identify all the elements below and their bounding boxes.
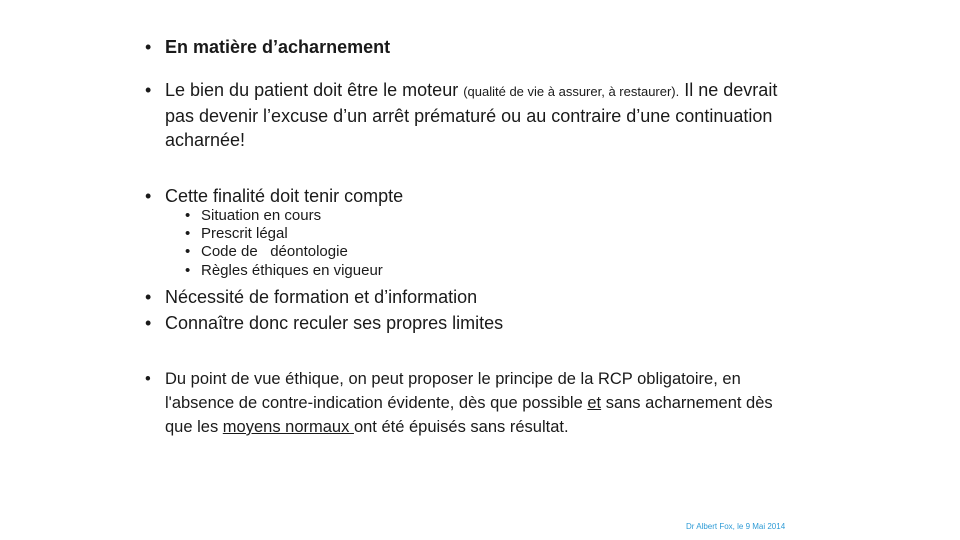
sub-bullet-item [185,262,383,281]
underlined-moyens-normaux: moyens normaux [222,418,354,436]
bullet-acharnement [145,35,805,59]
bullet-rcp [145,367,785,439]
slide-footer: Dr Albert Fox, le 9 Mai 2014 [686,522,786,531]
bullet-text-part1: Du point de vue éthique, on peut proposer le principe de la RCP obligatoire, en l'absence de contre-indication évidente, dès que possible [165,370,741,412]
bullet-text: En matière d’acharnement [165,37,391,57]
bullet-text-start: Le bien du patient doit être le moteur [165,80,464,100]
bullet-marker: • [145,37,152,57]
underlined-et: et [587,394,602,412]
bullet-marker: • [145,287,152,307]
bullet-marker: • [145,370,151,388]
bullet-marker: • [185,225,191,242]
bullet-bien-patient [145,78,805,152]
sub-bullet-item [185,243,348,262]
bullet-text-part3: ont été épuisés sans résultat. [353,418,569,436]
sub-bullet-item [185,225,288,244]
bullet-text [145,367,785,439]
bullet-marker: • [185,207,191,224]
bullet-text-part2: sans acharnement dès que les [165,394,773,436]
bullet-marker: • [185,243,191,260]
bullet-text [145,78,805,152]
bullet-limites [145,311,805,335]
sub-bullet-text: Règles éthiques en vigueur [201,262,383,279]
bullet-marker: • [145,313,152,333]
bullet-finalite [145,184,805,208]
sub-bullet-item [185,207,321,226]
bullet-text-parenthetical: (qualité de vie à assurer, à restaurer). [463,84,680,99]
sub-bullet-text: Prescrit légal [201,225,288,242]
bullet-marker: • [145,186,152,206]
bullet-text: Connaître donc reculer ses propres limites [165,313,504,333]
bullet-formation [145,285,805,309]
bullet-text-end: Il ne devrait pas devenir l’excuse d’un arrêt prématuré ou au contraire d’une continuation acharnée! [165,80,778,150]
sub-bullet-text: Situation en cours [201,207,322,224]
bullet-text: Nécessité de formation et d’information [165,287,478,307]
sub-bullet-text: Code de déontologie [201,243,348,260]
bullet-marker: • [145,80,152,100]
bullet-marker: • [185,262,191,279]
bullet-text: Cette finalité doit tenir compte [165,186,404,206]
